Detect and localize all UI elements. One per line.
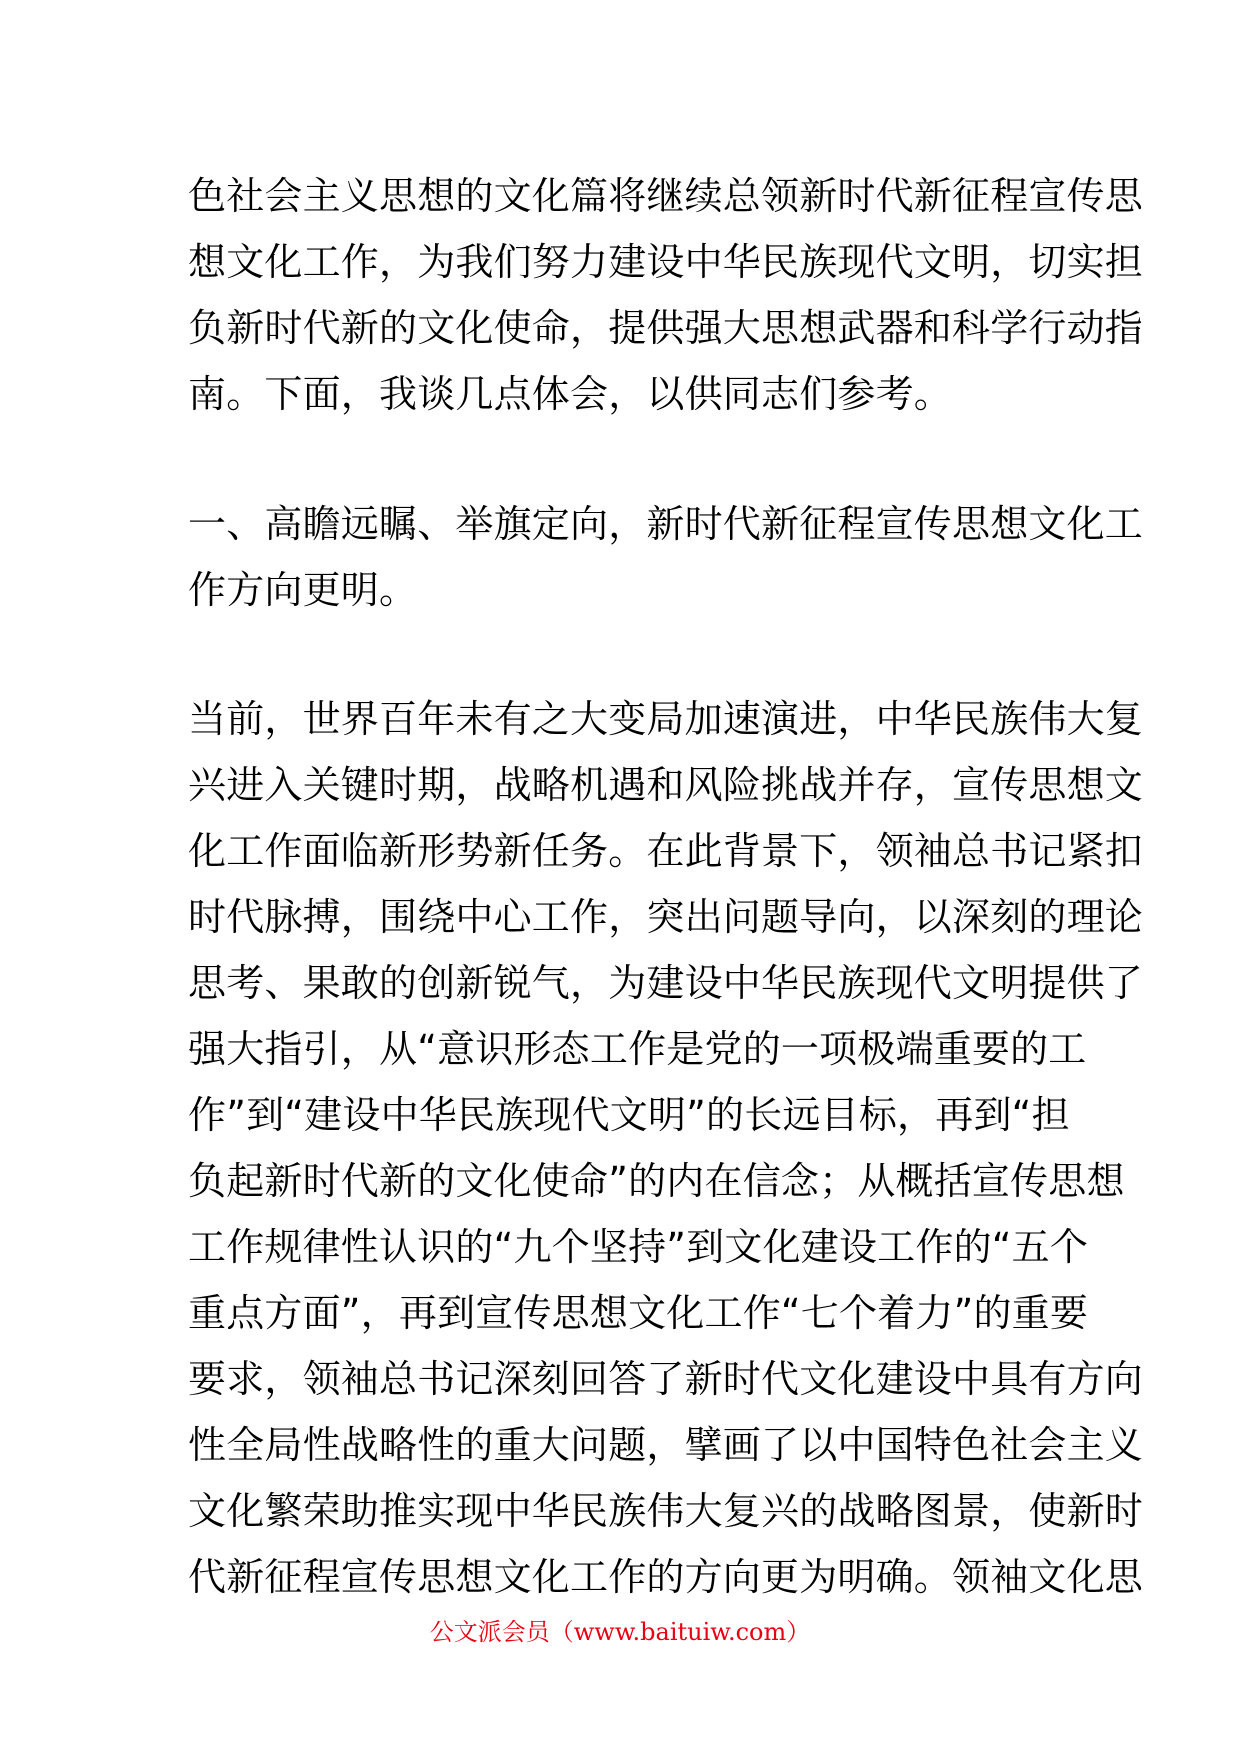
text-line: 要求，领袖总书记深刻回答了新时代文化建设中具有方向 xyxy=(188,1357,1144,1401)
text-line: 兴进入关键时期，战略机遇和风险挑战并存，宣传思想文 xyxy=(188,763,1144,807)
text-line: 一、高瞻远瞩、举旗定向，新时代新征程宣传思想文化工 xyxy=(188,502,1144,546)
text-line: 作方向更明。 xyxy=(188,568,418,612)
text-line: 想文化工作，为我们努力建设中华民族现代文明，切实担 xyxy=(188,240,1144,284)
text-line: 重点方面”，再到宣传思想文化工作“七个着力”的重要 xyxy=(188,1291,1089,1335)
paragraph-body xyxy=(188,686,1144,1610)
text-line: 时代脉搏，围绕中心工作，突出问题导向，以深刻的理论 xyxy=(188,895,1144,939)
text-line: 文化繁荣助推实现中华民族伟大复兴的战略图景，使新时 xyxy=(188,1489,1144,1533)
text-line: 化工作面临新形势新任务。在此背景下，领袖总书记紧扣 xyxy=(188,829,1144,873)
text-line: 南。下面，我谈几点体会，以供同志们参考。 xyxy=(188,372,953,416)
text-line: 当前，世界百年未有之大变局加速演进，中华民族伟大复 xyxy=(188,697,1144,741)
text-line: 强大指引，从“意识形态工作是党的一项极端重要的工 xyxy=(188,1027,1087,1071)
text-line: 思考、果敢的创新锐气，为建设中华民族现代文明提供了 xyxy=(188,961,1144,1005)
text-line: 作”到“建设中华民族现代文明”的长远目标，再到“担 xyxy=(188,1093,1070,1137)
footer-watermark: 公文派会员（www.baituiw.com） xyxy=(429,1618,811,1646)
text-line: 负新时代新的文化使命，提供强大思想武器和科学行动指 xyxy=(188,306,1144,350)
text-line: 色社会主义思想的文化篇将继续总领新时代新征程宣传思 xyxy=(188,174,1144,218)
text-line: 性全局性战略性的重大问题，擘画了以中国特色社会主义 xyxy=(188,1423,1144,1467)
text-line: 工作规律性认识的“九个坚持”到文化建设工作的“五个 xyxy=(188,1225,1089,1269)
section-heading xyxy=(188,491,1144,623)
text-line: 负起新时代新的文化使命”的内在信念；从概括宣传思想 xyxy=(188,1159,1125,1203)
text-line: 代新征程宣传思想文化工作的方向更为明确。领袖文化思 xyxy=(188,1555,1144,1599)
paragraph-intro xyxy=(188,163,1144,427)
